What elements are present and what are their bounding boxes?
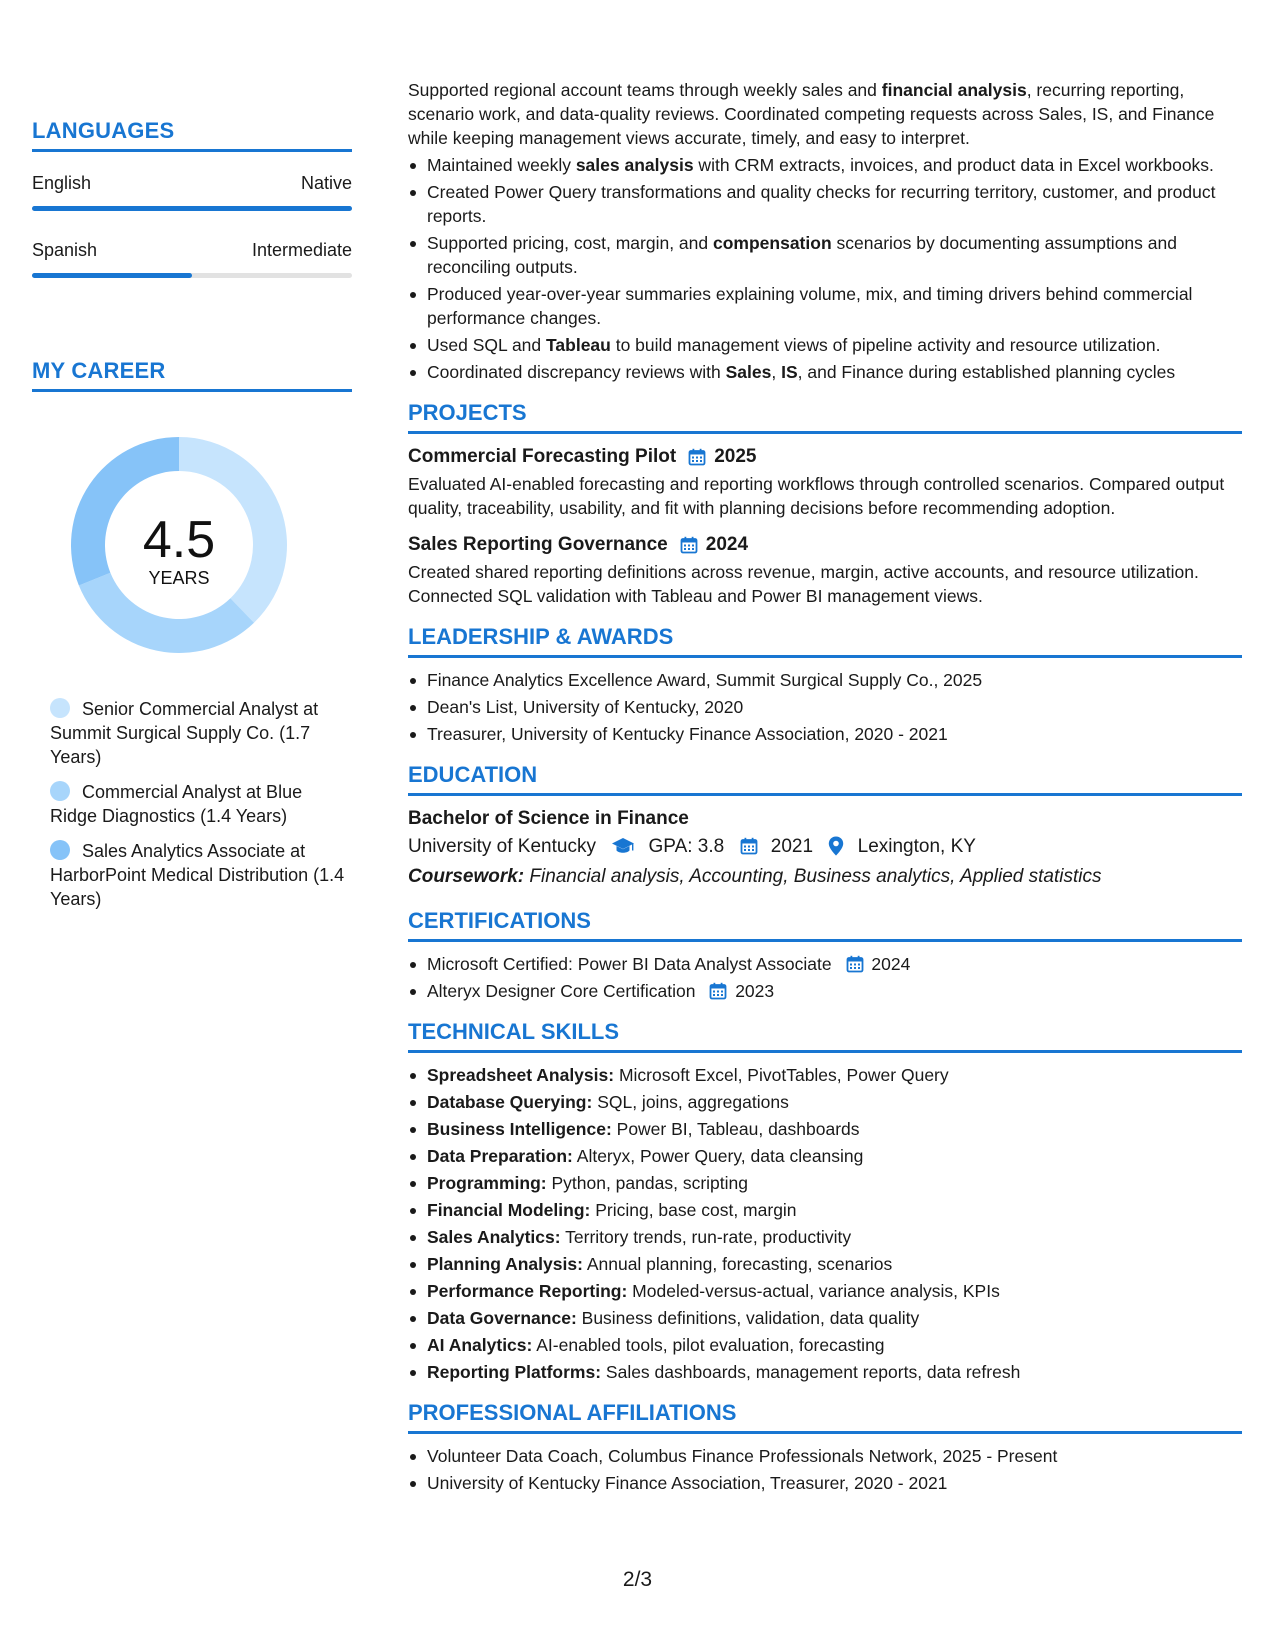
career-donut-chart <box>66 432 292 658</box>
career-legend-item <box>50 780 350 828</box>
skill-item: Spreadsheet Analysis: Microsoft Excel, PivotTables, Power Query <box>408 1063 1242 1087</box>
education-school: University of Kentucky <box>408 836 596 857</box>
list-item: Treasurer, University of Kentucky Finance Association, 2020 - 2021 <box>408 722 1242 746</box>
list-item: Maintained weekly sales analysis with CRM extracts, invoices, and product data in Excel workbooks. <box>408 153 1242 177</box>
education-gpa: GPA: 3.8 <box>648 836 725 857</box>
projects-section <box>408 400 1242 608</box>
summary-bold: financial analysis <box>881 80 1027 100</box>
career-legend-item <box>50 839 350 911</box>
list-item: Used SQL and Tableau to build management views of pipeline activity and resource utilization. <box>408 333 1242 357</box>
career-legend <box>50 697 350 922</box>
certifications-list <box>408 952 1242 1003</box>
leadership-list <box>408 668 1242 746</box>
skill-item: AI Analytics: AI-enabled tools, pilot evaluation, forecasting <box>408 1333 1242 1357</box>
language-level: Native <box>300 173 352 193</box>
career-legend-label: Sales Analytics Associate at HarborPoint Medical Distribution (1.4 Years) <box>50 841 345 909</box>
career-total-value: 4.5 <box>142 511 216 569</box>
experience-summary <box>408 78 1242 150</box>
language-name: Spanish <box>32 240 98 260</box>
skills-list <box>408 1063 1242 1384</box>
language-bar <box>32 206 352 211</box>
certifications-heading: CERTIFICATIONS <box>408 908 1242 942</box>
education-details <box>408 832 1242 862</box>
affiliations-list <box>408 1444 1242 1495</box>
skill-item: Database Querying: SQL, joins, aggregations <box>408 1090 1242 1114</box>
certification-year: 2023 <box>735 981 775 1001</box>
skill-item: Planning Analysis: Annual planning, forecasting, scenarios <box>408 1252 1242 1276</box>
career-legend-item <box>50 697 350 769</box>
language-name: English <box>32 173 92 193</box>
skills-heading: TECHNICAL SKILLS <box>408 1019 1242 1053</box>
skill-item: Data Preparation: Alteryx, Power Query, data cleansing <box>408 1144 1242 1168</box>
project-item <box>408 444 1242 520</box>
career-legend-dot <box>50 698 70 718</box>
education-coursework <box>408 862 1242 892</box>
experience-bullets <box>408 153 1242 384</box>
project-description: Evaluated AI-enabled forecasting and reporting workflows through controlled scenarios. Compared output quality, traceability, usability, and fit with planning decisions before recommending adoption. <box>408 474 1225 518</box>
summary-text: , recurring reporting, scenario work, and data-quality reviews. Coordinated competing requests across Sales, IS, and Finance while keeping management views accurate, timely, and easy to interpret. <box>408 80 1215 148</box>
career-total-unit: YEARS <box>148 568 210 588</box>
skill-item: Sales Analytics: Territory trends, run-rate, productivity <box>408 1225 1242 1249</box>
language-level: Intermediate <box>251 240 352 260</box>
language-bar <box>32 273 352 278</box>
career-legend-label: Commercial Analyst at Blue Ridge Diagnostics (1.4 Years) <box>50 782 303 826</box>
calendar-icon <box>709 982 727 1000</box>
education-location: Lexington, KY <box>857 836 976 857</box>
language-bar-fill <box>32 273 192 278</box>
career-heading: MY CAREER <box>32 358 352 392</box>
calendar-icon <box>688 448 706 466</box>
list-item: University of Kentucky Finance Association, Treasurer, 2020 - 2021 <box>408 1471 1242 1495</box>
education-section <box>408 762 1242 892</box>
projects-heading: PROJECTS <box>408 400 1242 434</box>
education-heading: EDUCATION <box>408 762 1242 796</box>
list-item: Finance Analytics Excellence Award, Summit Surgical Supply Co., 2025 <box>408 668 1242 692</box>
skill-item: Data Governance: Business definitions, validation, data quality <box>408 1306 1242 1330</box>
skill-item: Reporting Platforms: Sales dashboards, management reports, data refresh <box>408 1360 1242 1384</box>
list-item: Supported pricing, cost, margin, and compensation scenarios by documenting assumptions and reconciling outputs. <box>408 231 1242 279</box>
education-year: 2021 <box>770 836 814 857</box>
career-legend-dot <box>50 781 70 801</box>
list-item: Dean's List, University of Kentucky, 2020 <box>408 695 1242 719</box>
skill-item: Business Intelligence: Power BI, Tableau, dashboards <box>408 1117 1242 1141</box>
list-item: Volunteer Data Coach, Columbus Finance Professionals Network, 2025 - Present <box>408 1444 1242 1468</box>
certifications-section <box>408 908 1242 1003</box>
skill-item: Performance Reporting: Modeled-versus-actual, variance analysis, KPIs <box>408 1279 1242 1303</box>
location-pin-icon <box>828 836 844 856</box>
page-number: 2/3 <box>622 1568 653 1591</box>
list-item <box>408 952 1242 976</box>
leadership-section <box>408 624 1242 746</box>
project-description: Created shared reporting definitions across revenue, margin, active accounts, and resource utilization. Connected SQL validation with Tableau and Power BI management views. <box>408 562 1199 606</box>
main-content <box>408 78 1242 1498</box>
language-row <box>32 173 352 211</box>
leadership-heading: LEADERSHIP & AWARDS <box>408 624 1242 658</box>
certification-name: Microsoft Certified: Power BI Data Analyst Associate <box>427 954 832 974</box>
calendar-icon <box>846 955 864 973</box>
list-item: Coordinated discrepancy reviews with Sales, IS, and Finance during established planning cycles <box>408 360 1242 384</box>
affiliations-heading: PROFESSIONAL AFFILIATIONS <box>408 1400 1242 1434</box>
project-year: 2025 <box>714 446 757 467</box>
experience-section <box>408 78 1242 384</box>
graduation-cap-icon <box>611 837 635 855</box>
affiliations-section <box>408 1400 1242 1495</box>
project-year: 2024 <box>705 534 749 555</box>
coursework-text: Financial analysis, Accounting, Business analytics, Applied statistics <box>524 866 1102 887</box>
languages-heading: LANGUAGES <box>32 118 352 152</box>
calendar-icon <box>680 536 698 554</box>
project-title: Sales Reporting Governance <box>408 534 668 555</box>
language-row <box>32 240 352 278</box>
coursework-label: Coursework: <box>408 866 525 887</box>
project-title-row <box>408 444 1242 470</box>
skill-item: Programming: Python, pandas, scripting <box>408 1171 1242 1195</box>
calendar-icon <box>740 837 758 855</box>
project-title: Commercial Forecasting Pilot <box>408 446 677 467</box>
summary-text: Supported regional account teams through weekly sales and <box>408 80 882 100</box>
certification-year: 2024 <box>871 954 911 974</box>
list-item: Produced year-over-year summaries explaining volume, mix, and timing drivers behind commercial performance changes. <box>408 282 1242 330</box>
language-bar-fill <box>32 206 352 211</box>
skill-item: Financial Modeling: Pricing, base cost, margin <box>408 1198 1242 1222</box>
list-item <box>408 979 1242 1003</box>
project-title-row <box>408 532 1242 558</box>
skills-section <box>408 1019 1242 1384</box>
career-legend-label: Senior Commercial Analyst at Summit Surgical Supply Co. (1.7 Years) <box>50 699 319 767</box>
education-degree: Bachelor of Science in Finance <box>408 808 689 829</box>
certification-name: Alteryx Designer Core Certification <box>427 981 696 1001</box>
project-item <box>408 532 1242 608</box>
career-legend-dot <box>50 840 70 860</box>
list-item: Created Power Query transformations and quality checks for recurring territory, customer, and product reports. <box>408 180 1242 228</box>
